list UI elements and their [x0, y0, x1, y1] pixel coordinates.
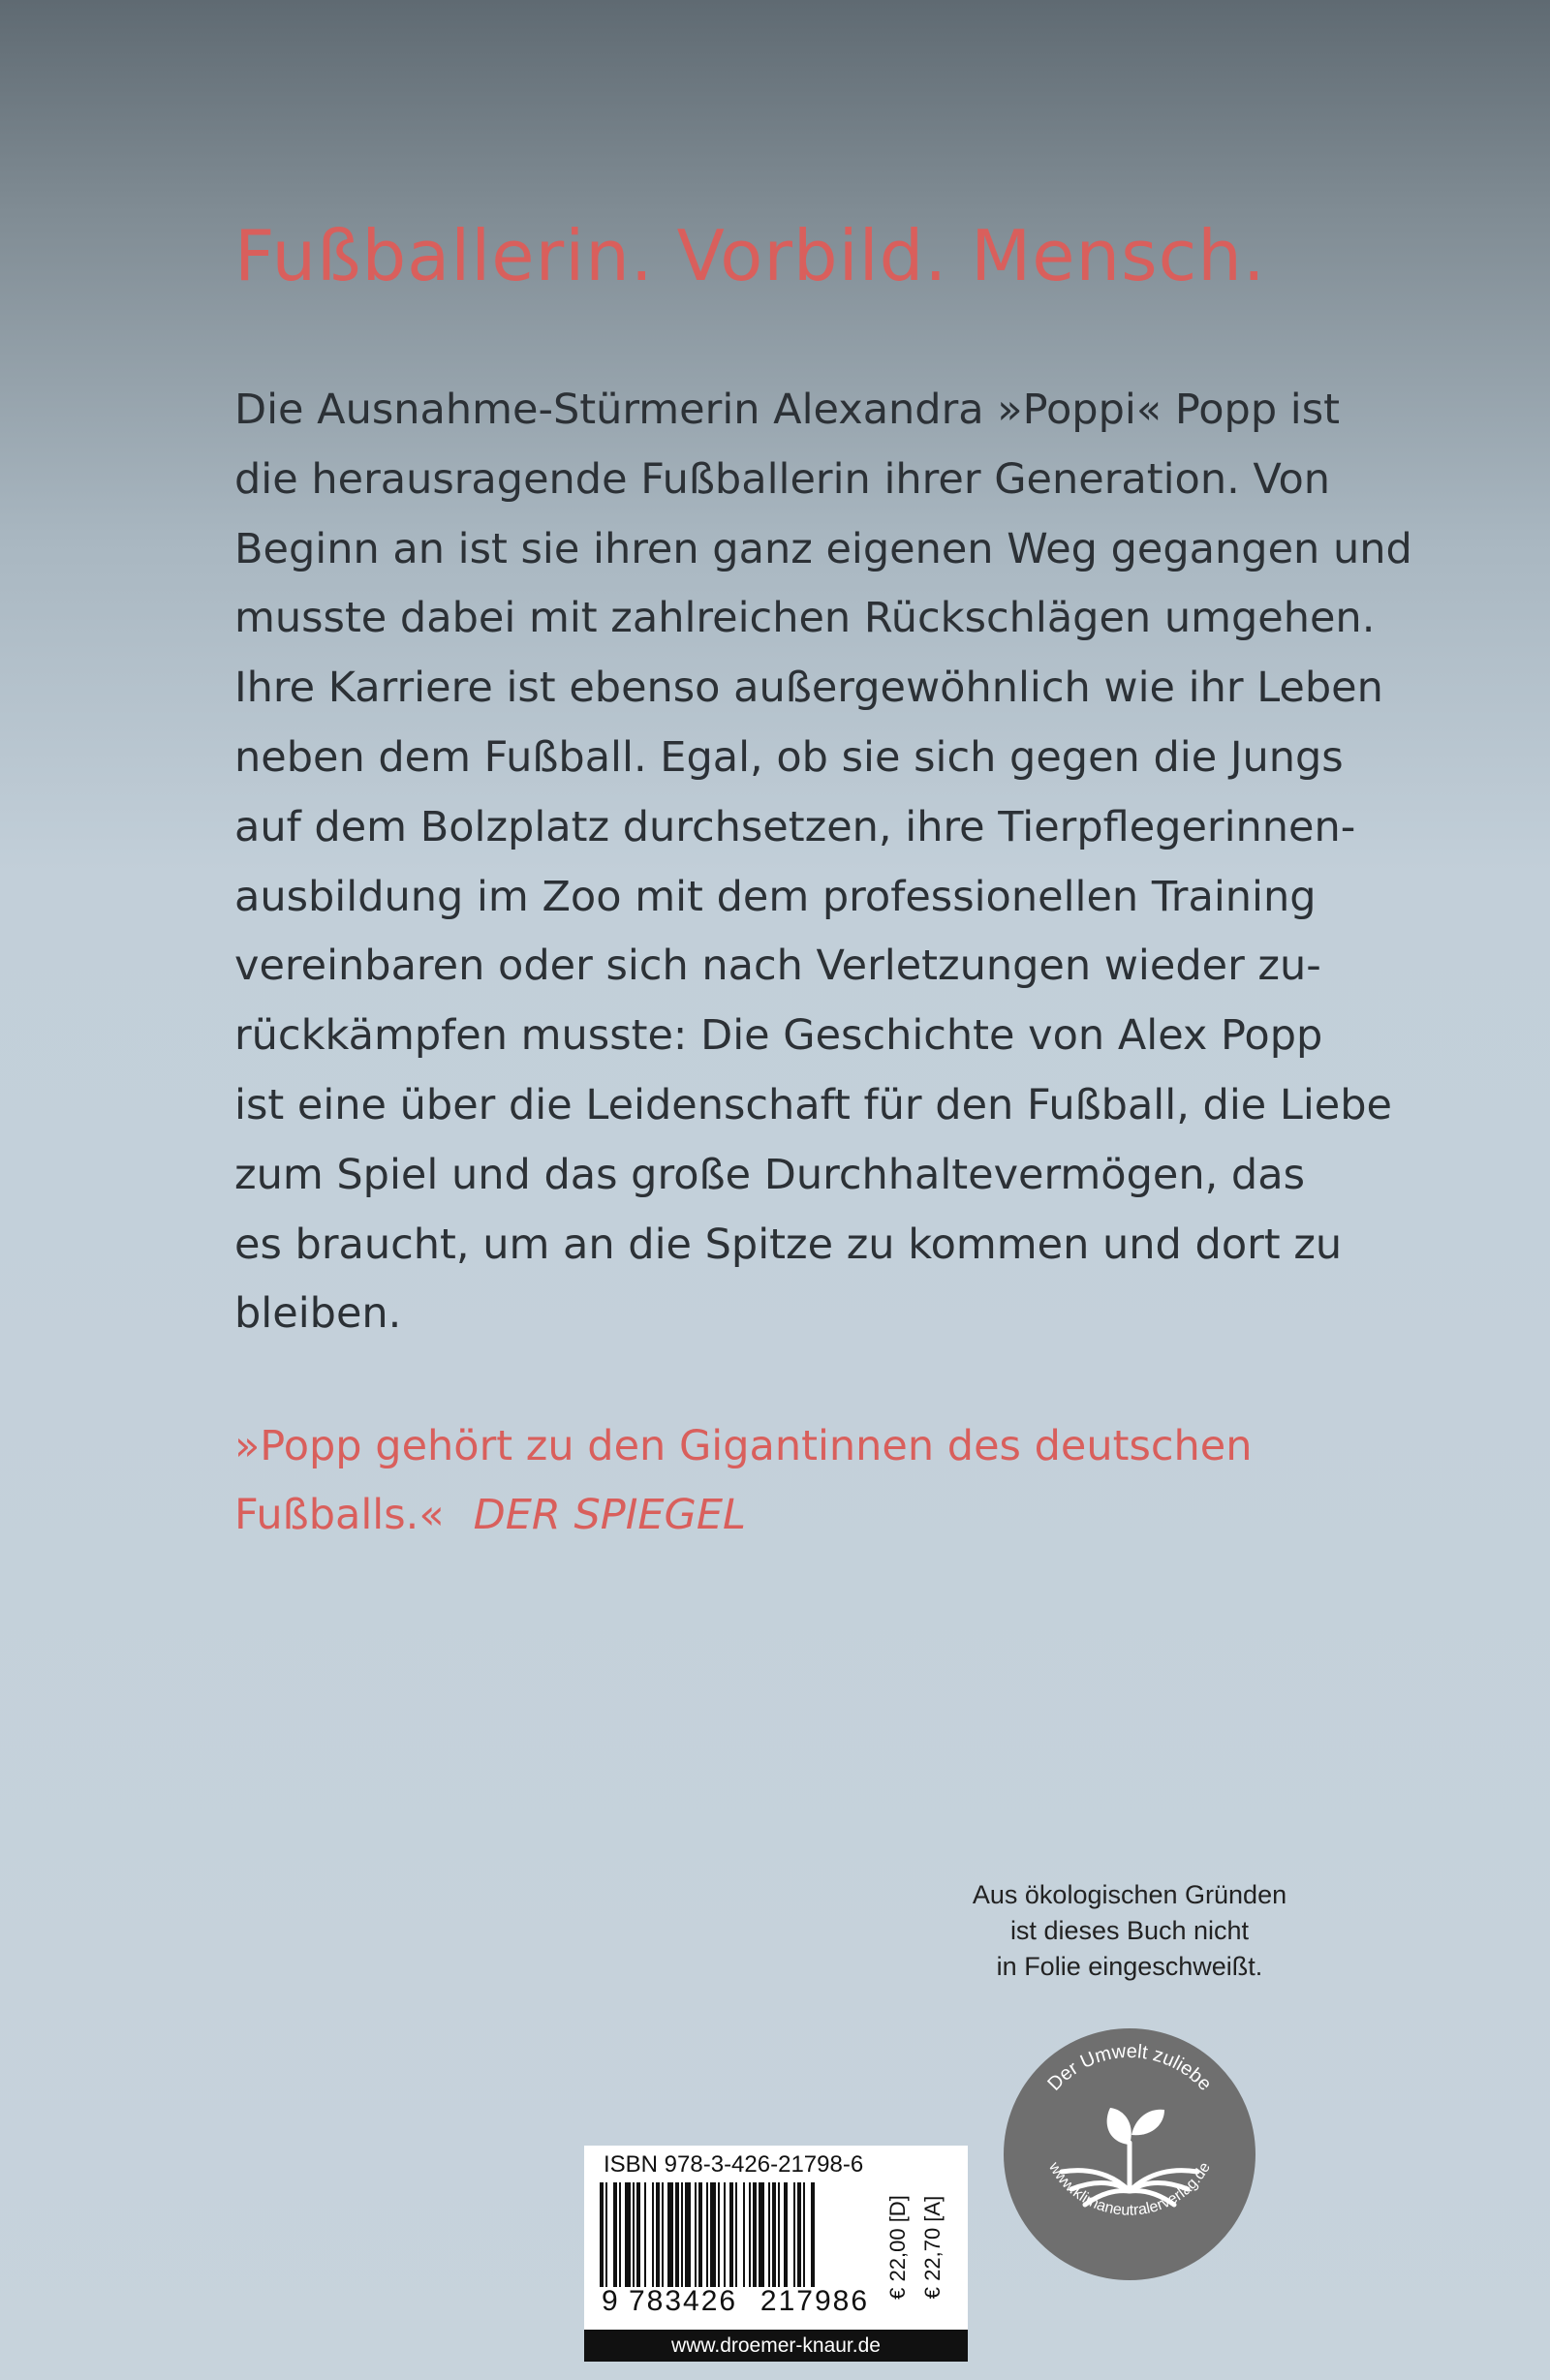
blurb-line: vereinbaren oder sich nach Verletzungen wieder zu-	[234, 942, 1321, 991]
climate-seal	[1002, 2026, 1257, 2282]
seal-top-text: Der Umwelt zuliebe	[1043, 2040, 1216, 2095]
barcode-bar	[625, 2182, 631, 2287]
seal-bottom-text: www.klimaneutralerverlag.de	[1045, 2159, 1214, 2219]
barcode-bar	[772, 2182, 776, 2287]
blurb-line: es braucht, um an die Spitze zu kommen und dort zu	[234, 1220, 1343, 1269]
barcode-bar	[743, 2182, 745, 2287]
price-austria: € 22,70 [A]	[920, 2195, 945, 2300]
eco-note-line: in Folie eingeschweißt.	[996, 1952, 1263, 1981]
barcode-bar	[681, 2182, 683, 2287]
barcode-bar	[662, 2182, 664, 2287]
barcode-bar	[613, 2182, 617, 2287]
blurb-line: ist eine über die Leidenschaft für den Fußball, die Liebe	[234, 1080, 1393, 1129]
barcode-bar	[803, 2182, 805, 2287]
ean-first-digit: 9	[602, 2285, 618, 2317]
barcode-bar	[605, 2182, 607, 2287]
eco-note-line: ist dieses Buch nicht	[1009, 1916, 1250, 1945]
barcode	[600, 2182, 873, 2287]
publisher-website: www.droemer-knaur.de	[584, 2330, 968, 2362]
eco-note-line: Aus ökologischen Gründen	[972, 1880, 1287, 1909]
barcode-bar	[793, 2182, 795, 2287]
barcode-bar	[718, 2182, 720, 2287]
eco-note	[940, 1877, 1319, 1985]
barcode-bar	[710, 2182, 716, 2287]
ean-digits	[629, 2285, 869, 2318]
quote-line-2	[234, 1481, 1358, 1550]
barcode-bar	[656, 2182, 660, 2287]
headline: Fußballerin. Vorbild. Mensch.	[234, 215, 1266, 296]
barcode-bar	[797, 2182, 801, 2287]
barcode-bar	[724, 2182, 726, 2287]
press-quote	[234, 1412, 1358, 1550]
ean-group-1: 783426	[629, 2285, 738, 2317]
barcode-bar	[759, 2182, 764, 2287]
quote-text-end: Fußballs.«	[234, 1491, 445, 1539]
barcode-bar	[784, 2182, 788, 2287]
blurb-line: Beginn an ist sie ihren ganz eigenen Weg gegangen und	[234, 524, 1412, 573]
barcode-bar	[644, 2182, 646, 2287]
blurb-paragraph	[234, 376, 1412, 1349]
barcode-bar	[753, 2182, 757, 2287]
barcode-bar	[695, 2182, 697, 2287]
blurb-line: neben dem Fußball. Egal, ob sie sich gegen die Jungs	[234, 732, 1344, 782]
barcode-bar	[749, 2182, 751, 2287]
blurb-line: auf dem Bolzplatz durchsetzen, ihre Tierpflegerinnen-	[234, 802, 1356, 851]
barcode-bar	[811, 2182, 815, 2287]
barcode-bar	[735, 2182, 737, 2287]
blurb-line: bleiben.	[234, 1289, 402, 1339]
barcode-bar	[619, 2182, 621, 2287]
barcode-bar	[600, 2182, 604, 2287]
barcode-bar	[633, 2182, 635, 2287]
barcode-bar	[675, 2182, 679, 2287]
quote-line: »Popp gehört zu den Gigantinnen des deutschen	[234, 1422, 1253, 1470]
blurb-line: die herausragende Fußballerin ihrer Generation. Von	[234, 454, 1331, 504]
blurb-line: Ihre Karriere ist ebenso außergewöhnlich wie ihr Leben	[234, 664, 1383, 713]
blurb-line: zum Spiel und das große Durchhaltevermögen, das	[234, 1150, 1305, 1199]
barcode-box	[584, 2146, 968, 2330]
quote-source: DER SPIEGEL	[473, 1491, 746, 1539]
isbn-number: ISBN 978-3-426-21798-6	[604, 2151, 864, 2178]
barcode-bar	[706, 2182, 708, 2287]
ean-group-2: 217986	[760, 2285, 869, 2317]
barcode-bar	[685, 2182, 691, 2287]
barcode-bar	[778, 2182, 780, 2287]
barcode-bar	[729, 2182, 733, 2287]
blurb-line: rückkämpfen musste: Die Geschichte von Alex Popp	[234, 1011, 1323, 1061]
blurb-line: Die Ausnahme-Stürmerin Alexandra »Poppi« Popp ist	[234, 386, 1340, 434]
price-germany: € 22,00 [D]	[885, 2195, 910, 2300]
barcode-bar	[698, 2182, 702, 2287]
blurb-line: musste dabei mit zahlreichen Rückschlägen umgehen.	[234, 594, 1376, 643]
barcode-bar	[667, 2182, 673, 2287]
blurb-line: ausbildung im Zoo mit dem professionellen Training	[234, 872, 1317, 921]
barcode-bar	[652, 2182, 654, 2287]
barcode-bar	[636, 2182, 640, 2287]
barcode-bar	[768, 2182, 770, 2287]
